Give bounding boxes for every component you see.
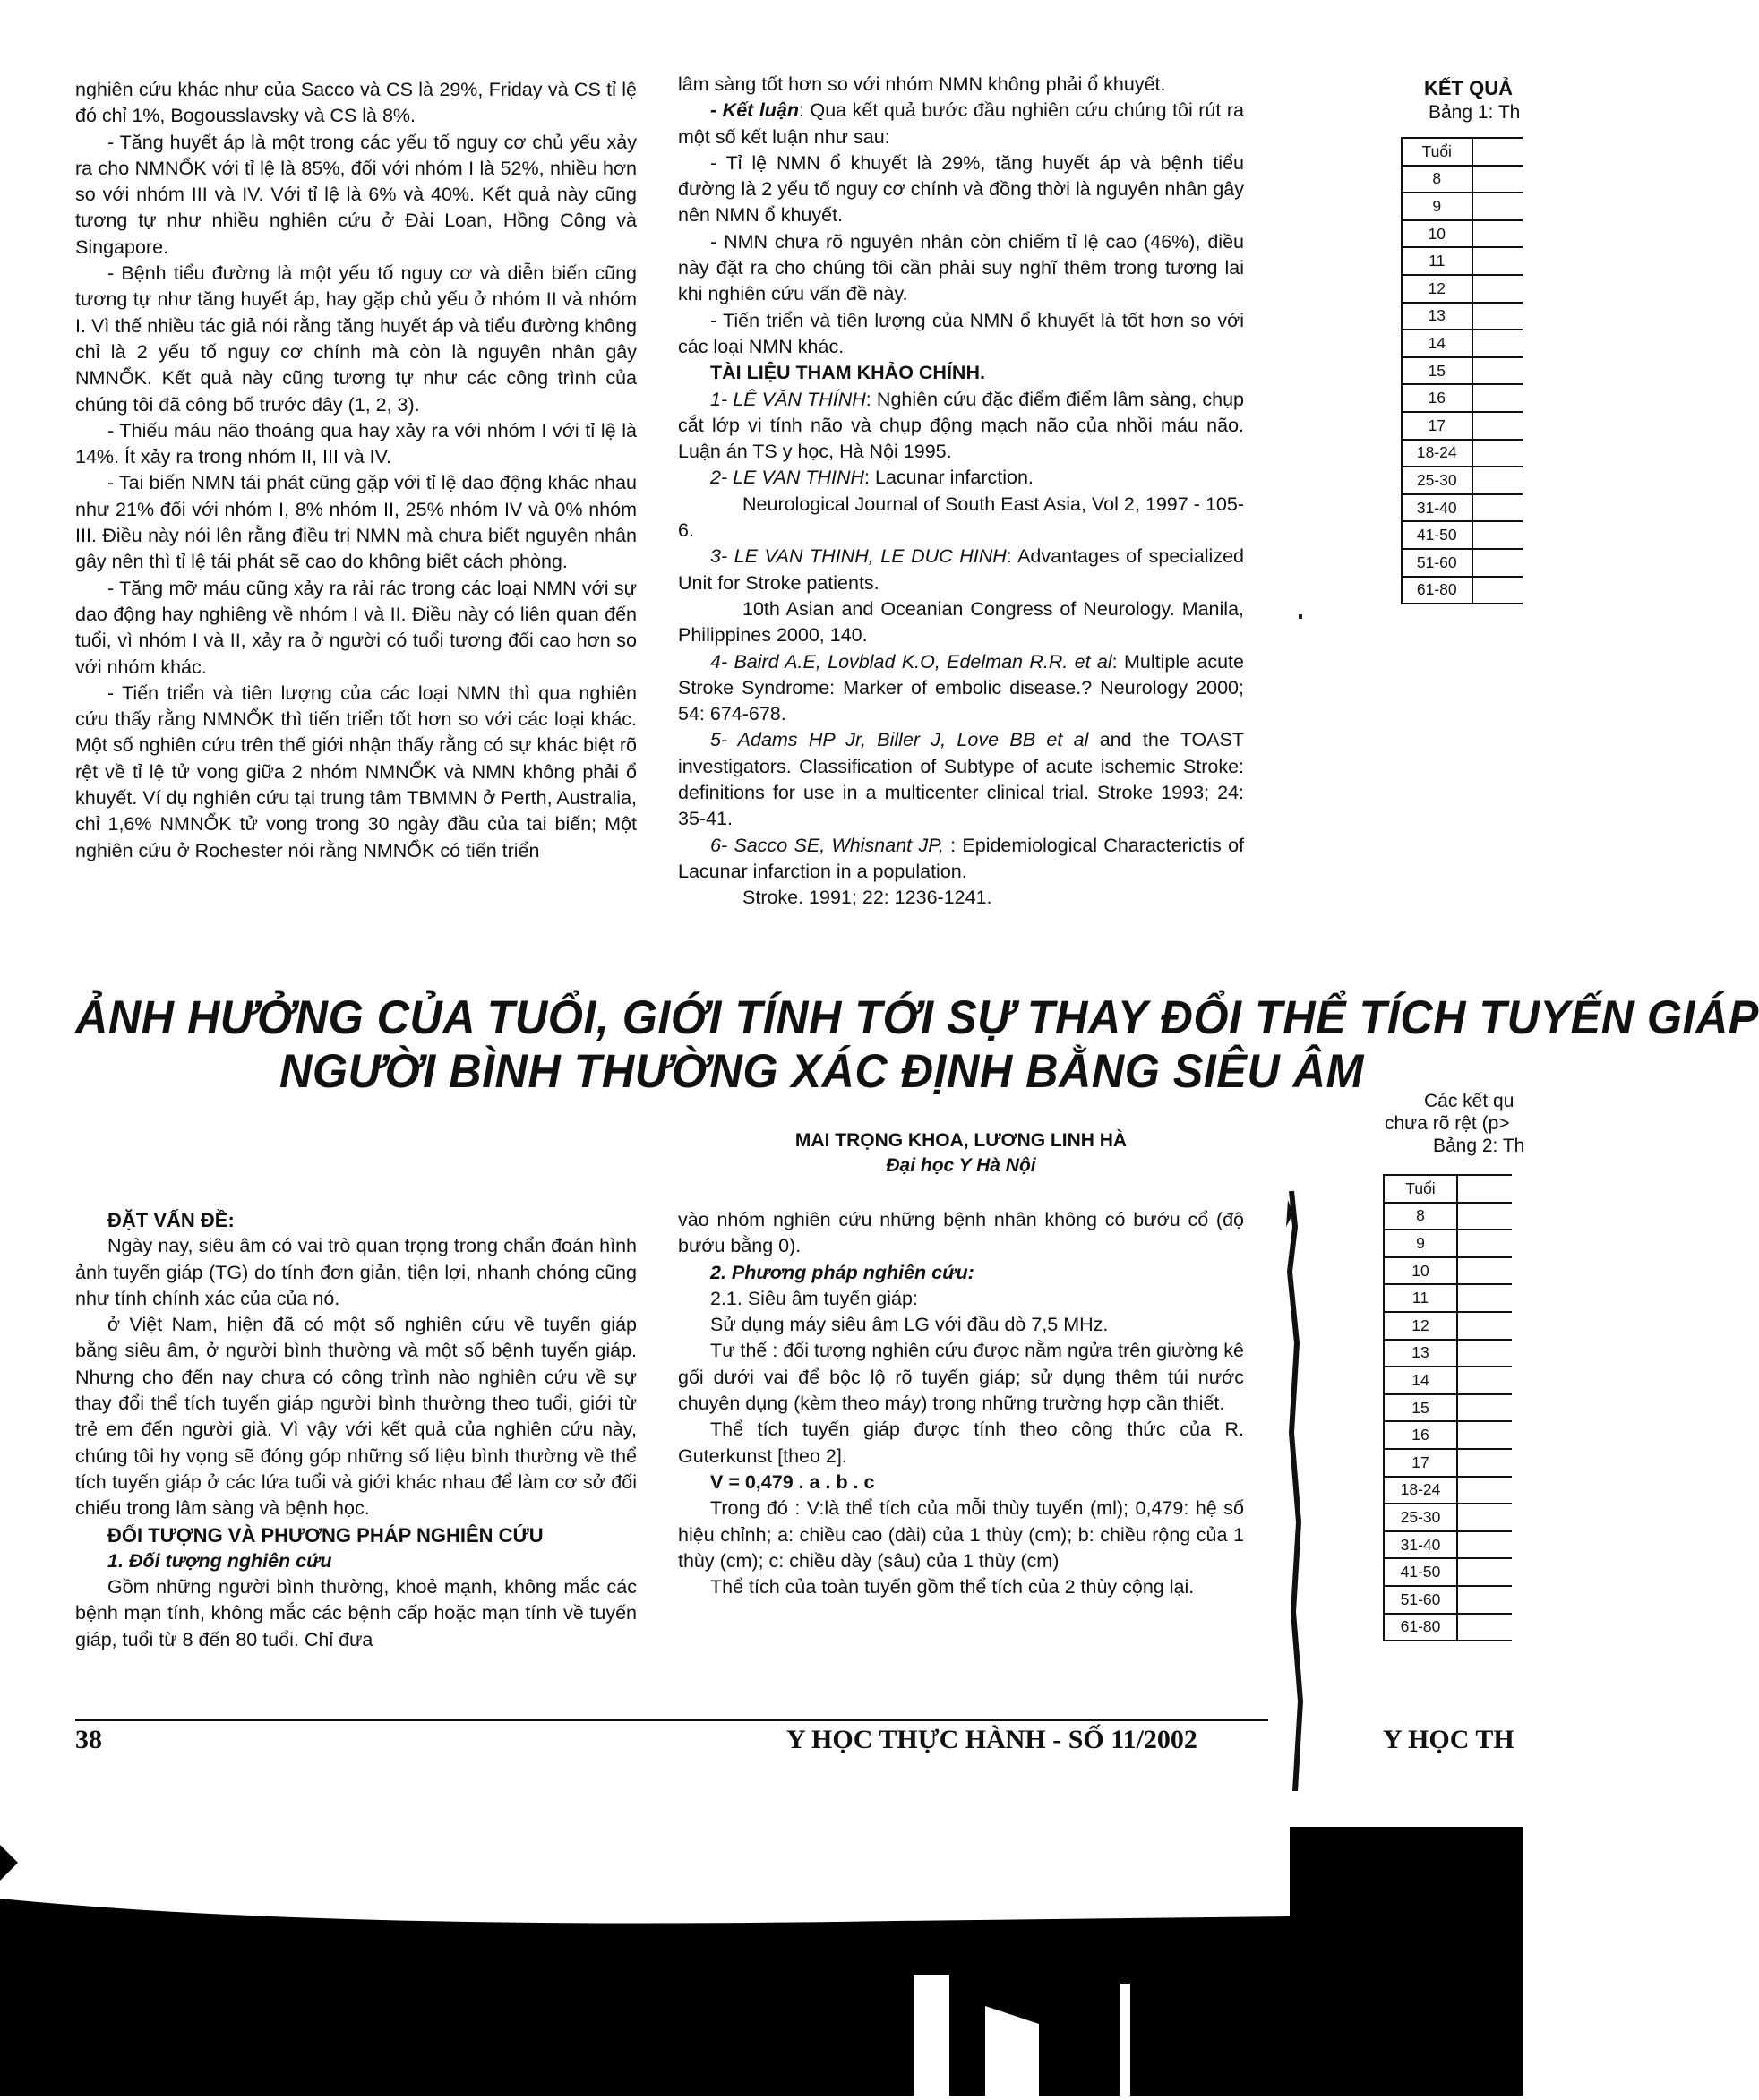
table-cell: 25-30	[1402, 467, 1472, 494]
table-row	[1402, 220, 1523, 248]
paragraph: Sử dụng máy siêu âm LG với đầu dò 7,5 MHz.	[710, 1314, 1109, 1336]
references-heading: TÀI LIỆU THAM KHẢO CHÍNH.	[710, 362, 985, 384]
paragraph: 2.1. Siêu âm tuyến giáp:	[710, 1287, 918, 1309]
paragraph: - Tăng mỡ máu cũng xảy ra rải rác trong các loại NMN với sự dao động hay nghiêng về nhóm I và II. Điều này có liên quan đến tuổi, vì nhóm I và II, xảy ra ở người có tuổi tương đối cao hơn so với nhóm khác.	[75, 577, 637, 678]
table-cell	[1472, 494, 1523, 522]
table-header-cell: Tuổi	[1402, 138, 1472, 166]
conclusion-point: - Tỉ lệ NMN ổ khuyết là 29%, tăng huyết áp và bệnh tiểu đường là 2 yếu tố nguy cơ chính và đồng thời là nguyên nhân gây nên NMN ổ khuyết.	[678, 151, 1244, 227]
table-cell: 51-60	[1402, 549, 1472, 577]
table-cell	[1472, 166, 1523, 193]
table-row	[1384, 1421, 1512, 1449]
table-cell	[1472, 220, 1523, 248]
table-1-caption: Bảng 1: Th	[1429, 102, 1521, 123]
formula: V = 0,479 . a . b . c	[710, 1470, 875, 1493]
article-title-line-1: ẢNH HƯỞNG CỦA TUỔI, GIỚI TÍNH TỚI SỰ THAY ĐỔI THỂ TÍCH TUYẾN GIÁP	[75, 991, 1759, 1044]
table-cell	[1457, 1449, 1512, 1477]
table-cell: 16	[1384, 1421, 1457, 1449]
gutter-shadow-icon	[1279, 806, 1306, 1791]
table-cell: 11	[1402, 247, 1472, 275]
table-cell	[1457, 1477, 1512, 1504]
conclusion-point: - Tiến triển và tiên lượng của NMN ổ khuyết là tốt hơn so với các loại NMN khác.	[678, 309, 1244, 357]
table-cell: 8	[1384, 1203, 1457, 1230]
table-cell: 12	[1402, 275, 1472, 303]
table-cell	[1472, 440, 1523, 467]
table-cell: 13	[1384, 1340, 1457, 1367]
paragraph: - Tiến triển và tiên lượng của các loại NMN thì qua nghiên cứu thấy rằng NMNỔK thì tiến triển tốt hơn so với các loại khác. Một số nghiên cứu trên thế giới nhận thấy rằng có sự khác biệt rõ rệt về tỉ lệ tử vong giữa 2 nhóm NMNỔK và NMN không phải ổ khuyết. Ví dụ nghiên cứu tại trung tâm TBMMN ở Perth, Australia, chỉ 1,6% NMNỔK tử vong trong 30 ngày đầu của tai biến; Một nghiên cứu ở Rochester nói rằng NMNỔK có tiến triển	[75, 681, 637, 861]
table-cell	[1472, 275, 1523, 303]
table-cell	[1472, 521, 1523, 549]
table-row	[1384, 1586, 1512, 1614]
table-cell: 61-80	[1402, 577, 1472, 604]
table-cell	[1457, 1367, 1512, 1394]
paragraph: Tư thế : đối tượng nghiên cứu được nằm ngửa trên giường kê gối dưới vai để bộc lộ rõ tuyến giáp; sử dụng thêm túi nước chuyên dụng (kèm theo máy) trong những trường hợp cần thiết.	[678, 1340, 1244, 1415]
table-cell: 14	[1402, 330, 1472, 357]
reference-author: 2- LE VAN THINH	[710, 467, 865, 489]
article-column-1	[75, 1207, 637, 1653]
page-gutter	[1279, 806, 1306, 1791]
table-cell: 17	[1402, 412, 1472, 440]
conclusion-point: - NMN chưa rõ nguyên nhân còn chiếm tỉ lệ cao (46%), điều này đặt ra cho chúng tôi cần phải suy nghĩ thêm trong tương lai khi nghiên cứu vấn đề này.	[678, 230, 1244, 305]
table-cell: 25-30	[1384, 1504, 1457, 1531]
reference-detail: Stroke. 1991; 22: 1236-1241.	[742, 887, 992, 909]
table-cell	[1457, 1504, 1512, 1531]
table-cell	[1457, 1614, 1512, 1641]
table-row	[1402, 247, 1523, 275]
table-cell	[1457, 1558, 1512, 1586]
reference-author: 4- Baird A.E, Lovblad K.O, Edelman R.R. et al	[710, 650, 1112, 673]
article-affiliation: Đại học Y Hà Nội	[886, 1155, 1036, 1176]
table-2	[1383, 1174, 1512, 1641]
paragraph: ở Việt Nam, hiện đã có một số nghiên cứu về tuyến giáp bằng siêu âm, ở người bình thường và một số bệnh tuyến giáp. Nhưng cho đến nay chưa có công trình nào nghiên cứu về sự thay đổi thể tích tuyến giáp người bình thường theo tuổi, giới từ trẻ em đến người già. Vì vậy với kết quả của nghiên cứu này, chúng tôi hy vọng sẽ đóng góp những số liệu bình thường về thể tích tuyến giáp ở các lứa tuổi và giới khác nhau để làm cơ sở đối chiếu trong lâm sàng và bệnh học.	[75, 1314, 637, 1520]
table-cell: 11	[1384, 1284, 1457, 1312]
table-row	[1402, 384, 1523, 412]
table-cell: 15	[1402, 357, 1472, 385]
article-authors: MAI TRỌNG KHOA, LƯƠNG LINH HÀ	[794, 1130, 1128, 1151]
table-row	[1402, 303, 1523, 330]
right-page	[1343, 0, 1523, 2096]
article-column-2	[678, 1207, 1244, 1600]
reference-author: 1- LÊ VĂN THÍNH	[710, 388, 866, 410]
paragraph: - Tai biến NMN tái phát cũng gặp với tỉ lệ dao động khác nhau như 21% đối với nhóm I, 8% nhóm II, 25% nhóm IV và 0% nhóm III. Điều này nói lên rằng điều trị NMN mà chưa biết nguyên nhân gây nên thì tỉ lệ tái phát sẽ cao do không biết cách phòng.	[75, 472, 637, 573]
table-2-body	[1384, 1175, 1512, 1641]
table-cell	[1472, 577, 1523, 604]
table-cell: 9	[1384, 1230, 1457, 1257]
table-cell: 17	[1384, 1449, 1457, 1477]
table-cell	[1472, 549, 1523, 577]
right-journal-footer: Y HỌC TH	[1383, 1725, 1514, 1754]
table-cell	[1472, 357, 1523, 385]
reference-detail: Neurological Journal of South East Asia, Vol 2, 1997 - 105-6.	[678, 493, 1244, 542]
table-cell: 14	[1384, 1367, 1457, 1394]
table-row	[1384, 1367, 1512, 1394]
paragraph: Gồm những người bình thường, khoẻ mạnh, không mắc các bệnh mạn tính, không mắc các bệnh cấp hoặc mạn tính về tuyến giáp, tuổi từ 8 đến 80 tuổi. Chỉ đưa	[75, 1576, 637, 1650]
paragraph: Thể tích của toàn tuyến gồm thể tích của 2 thùy cộng lại.	[710, 1576, 1195, 1599]
table-cell	[1457, 1203, 1512, 1230]
table-row	[1402, 521, 1523, 549]
reference-author: 5- Adams HP Jr, Biller J, Love BB et al	[710, 729, 1089, 751]
reference-text: : Lacunar infarction.	[864, 467, 1034, 489]
table-row	[1402, 549, 1523, 577]
table-cell: 31-40	[1402, 494, 1472, 522]
paragraph: - Thiếu máu não thoáng qua hay xảy ra với nhóm I với tỉ lệ là 14%. Ít xảy ra trong nhóm II, III và IV.	[75, 419, 637, 468]
table-row	[1384, 1230, 1512, 1257]
paragraph: Trong đó : V:là thể tích của mỗi thùy tuyến (ml); 0,479: hệ số hiệu chỉnh; a: chiều cao (dài) của 1 thùy (cm); b: chiều rộng của 1 thùy (cm); c: chiều dày (sâu) của 1 thùy (cm)	[678, 1497, 1244, 1572]
table-cell	[1457, 1394, 1512, 1422]
table-cell: 16	[1402, 384, 1472, 412]
reference-item	[678, 727, 1244, 832]
table-cell	[1457, 1175, 1512, 1203]
table-row	[1384, 1504, 1512, 1531]
left-column-2	[678, 72, 1244, 912]
table-cell: 61-80	[1384, 1614, 1457, 1641]
table-row	[1384, 1558, 1512, 1586]
table-cell	[1472, 330, 1523, 357]
reference-item	[678, 833, 1244, 886]
table-row	[1402, 330, 1523, 357]
table-row	[1384, 1203, 1512, 1230]
table-cell	[1457, 1340, 1512, 1367]
reference-detail: 10th Asian and Oceanian Congress of Neurology. Manila, Philippines 2000, 140.	[678, 597, 1244, 647]
footer-rule	[75, 1719, 1268, 1721]
table-cell	[1472, 247, 1523, 275]
table-cell	[1457, 1284, 1512, 1312]
table-row	[1384, 1477, 1512, 1504]
table-1-body	[1402, 138, 1523, 604]
table-cell	[1472, 412, 1523, 440]
conclusion-text: : Qua kết quả bước đầu nghiên cứu chúng tôi rút ra một số kết luận như sau:	[678, 99, 1244, 148]
table-cell: 8	[1402, 166, 1472, 193]
reference-text: and the TOAST investigators. Classification of Subtype of acute ischemic Stroke: definitions for use in a multicenter clinical trial. Stroke 1993; 24: 35-41.	[678, 729, 1244, 830]
table-row	[1402, 275, 1523, 303]
table-cell	[1472, 138, 1523, 166]
conclusion-label: - Kết luận	[710, 99, 800, 122]
table-row	[1384, 1284, 1512, 1312]
table-row	[1384, 1531, 1512, 1559]
paragraph: lâm sàng tốt hơn so với nhóm NMN không phải ổ khuyết.	[678, 73, 1166, 95]
paragraph: nghiên cứu khác như của Sacco và CS là 29%, Friday và CS tỉ lệ đó chỉ 1%, Bogousslavsky và CS là 8%.	[75, 79, 637, 127]
table-row	[1402, 357, 1523, 385]
paragraph: vào nhóm nghiên cứu những bệnh nhân không có bướu cổ (độ bướu bằng 0).	[678, 1209, 1244, 1257]
reference-item	[678, 544, 1244, 596]
table-cell: 41-50	[1384, 1558, 1457, 1586]
table-row	[1384, 1614, 1512, 1641]
reference-item	[678, 649, 1244, 728]
table-cell	[1472, 193, 1523, 220]
table-cell	[1472, 303, 1523, 330]
reference-author: 6- Sacco SE, Whisnant JP,	[710, 834, 944, 856]
reference-text: : Nghiên cứu đặc điểm điểm lâm sàng, chụp cắt lớp vi tính não và chụp động mạch não của nhồi máu não. Luận án TS y học, Hà Nội 1995.	[678, 388, 1244, 463]
subsection-heading: 2. Phương pháp nghiên cứu:	[710, 1261, 974, 1283]
table-cell: 18-24	[1384, 1477, 1457, 1504]
table-row	[1384, 1340, 1512, 1367]
page-number: 38	[75, 1725, 102, 1754]
scan-bottom-shadow	[0, 1827, 1523, 2096]
table-row	[1384, 1257, 1512, 1285]
table-row	[1402, 494, 1523, 522]
table-row	[1402, 138, 1523, 166]
paragraph: Thể tích tuyến giáp được tính theo công thức của R. Guterkunst [theo 2].	[678, 1419, 1244, 1467]
table-cell: 31-40	[1384, 1531, 1457, 1559]
reference-text: : Multiple acute Stroke Syndrome: Marker of embolic disease.? Neurology 2000; 54: 674-678.	[678, 650, 1244, 725]
table-row	[1402, 577, 1523, 604]
table-row	[1402, 166, 1523, 193]
table-2-caption: Bảng 2: Th	[1433, 1136, 1525, 1156]
reference-item	[678, 387, 1244, 466]
table-cell: 9	[1402, 193, 1472, 220]
table-row	[1384, 1312, 1512, 1340]
table-1	[1401, 137, 1523, 604]
table-cell	[1457, 1230, 1512, 1257]
table-cell: 51-60	[1384, 1586, 1457, 1614]
table-row	[1402, 193, 1523, 220]
table-cell	[1457, 1421, 1512, 1449]
table-cell	[1472, 467, 1523, 494]
results-text-line: Các kết qu	[1424, 1091, 1514, 1111]
results-text-line: chưa rõ rệt (p>	[1385, 1113, 1510, 1134]
reference-item	[678, 465, 1244, 491]
left-column-1	[75, 77, 637, 864]
table-cell: 13	[1402, 303, 1472, 330]
table-row	[1384, 1394, 1512, 1422]
table-cell: 12	[1384, 1312, 1457, 1340]
paragraph: Ngày nay, siêu âm có vai trò quan trọng trong chẩn đoán hình ảnh tuyến giáp (TG) do tính đơn giản, tiện lợi, nhanh chóng cũng như tính chính xác của của nó.	[75, 1235, 637, 1309]
table-cell	[1457, 1257, 1512, 1285]
table-cell: 10	[1402, 220, 1472, 248]
table-cell: 41-50	[1402, 521, 1472, 549]
table-cell	[1457, 1312, 1512, 1340]
reference-text: : Advantages of specialized Unit for Stroke patients.	[678, 545, 1244, 594]
table-cell: 18-24	[1402, 440, 1472, 467]
scan-shadow-icon	[0, 1827, 1523, 2096]
table-row	[1402, 440, 1523, 467]
table-cell	[1472, 384, 1523, 412]
reference-text: : Epidemiological Characterictis of Lacunar infarction in a population.	[678, 834, 1244, 882]
journal-footer: Y HỌC THỰC HÀNH - SỐ 11/2002	[786, 1725, 1197, 1754]
section-heading: ĐỐI TƯỢNG VÀ PHƯƠNG PHÁP NGHIÊN CỨU	[107, 1523, 544, 1547]
paragraph: - Tăng huyết áp là một trong các yếu tố nguy cơ chủ yếu xảy ra cho NMNỔK với tỉ lệ là 85%, đối với nhóm I là 52%, nhiều hơn so với nhóm III và IV. Với tỉ lệ là 6% và 40%. Kết quả này cũng tương tự như nhiều nghiên cứu ở Đài Loan, Hồng Công và Singapore.	[75, 131, 637, 258]
section-heading: ĐẶT VẤN ĐỀ:	[107, 1209, 235, 1231]
article-title-line-2: NGƯỜI BÌNH THƯỜNG XÁC ĐỊNH BẰNG SIÊU ÂM	[279, 1045, 1364, 1098]
conclusion-paragraph	[678, 98, 1244, 150]
table-cell	[1457, 1586, 1512, 1614]
results-heading: KẾT QUẢ	[1424, 77, 1513, 99]
table-cell	[1457, 1531, 1512, 1559]
table-cell: 10	[1384, 1257, 1457, 1285]
table-header-cell: Tuổi	[1384, 1175, 1457, 1203]
table-row	[1384, 1175, 1512, 1203]
table-row	[1402, 412, 1523, 440]
subsection-heading: 1. Đối tượng nghiên cứu	[107, 1549, 332, 1572]
table-row	[1402, 467, 1523, 494]
speck-mark	[1299, 614, 1302, 619]
reference-author: 3- LE VAN THINH, LE DUC HINH	[710, 545, 1007, 568]
table-row	[1384, 1449, 1512, 1477]
paragraph: - Bệnh tiểu đường là một yếu tố nguy cơ và diễn biến cũng tương tự như tăng huyết áp, hay gặp chủ yếu ở nhóm II và nhóm I. Vì thế nhiều tác giả nói rằng tăng huyết áp và tiểu đường không chỉ là 2 yếu tố nguy cơ chính mà còn là nguyên nhân gây NMNỔK. Kết quả này cũng tương tự như các công trình của chúng tôi đã công bố trước đây (1, 2, 3).	[75, 262, 637, 416]
table-cell: 15	[1384, 1394, 1457, 1422]
